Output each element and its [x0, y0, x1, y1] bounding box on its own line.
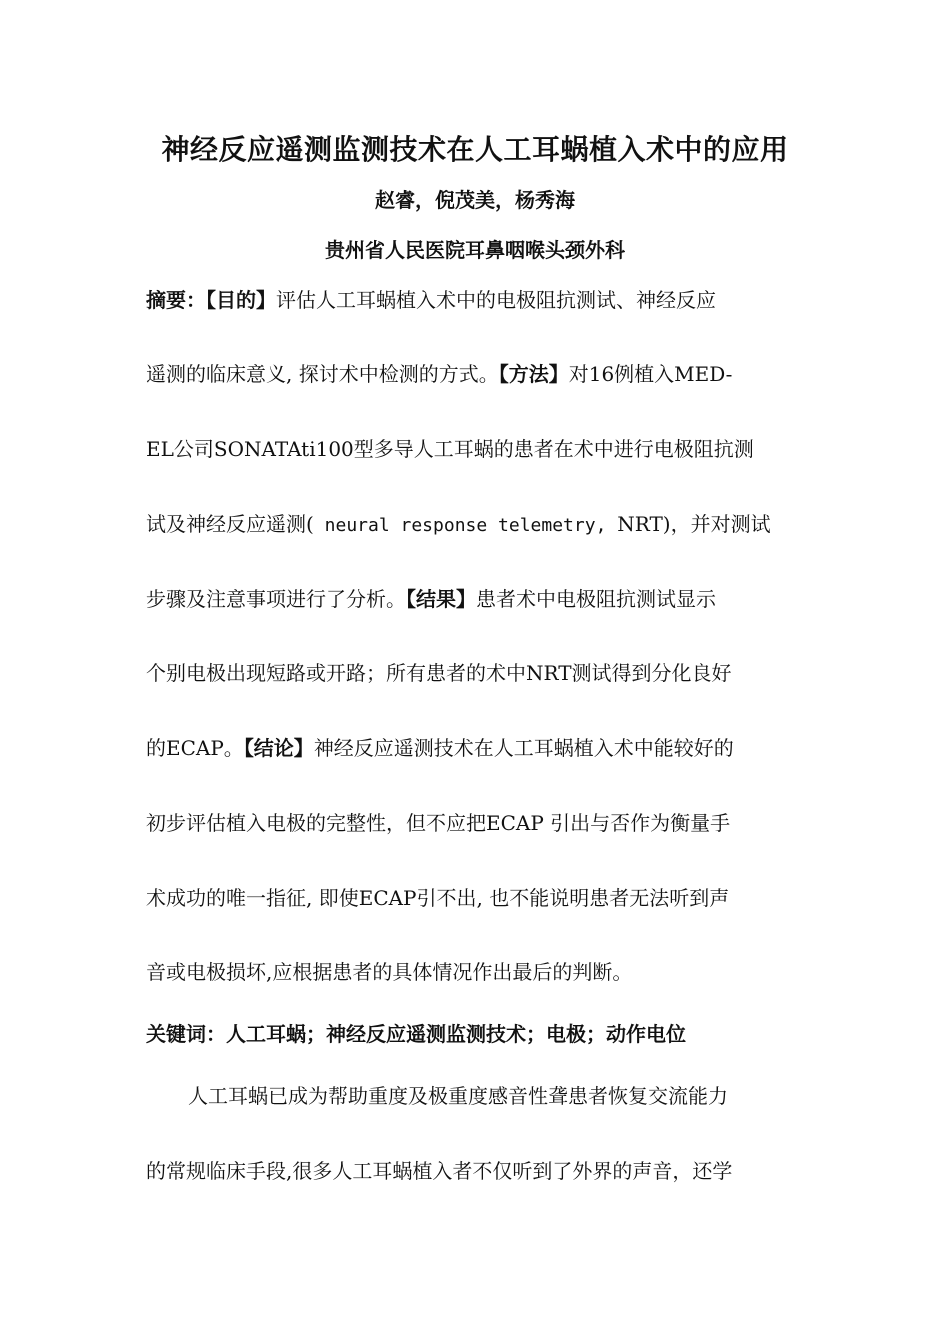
paper-authors: 赵睿，倪茂美，杨秀海: [375, 188, 575, 212]
abstract-tag-methods: 【方法】: [498, 362, 569, 386]
abstract-text: 个别电极出现短路或开路；所有患者的术中NRT测试得到分化良好: [146, 661, 732, 685]
abstract-text: 患者术中电极阻抗测试显示: [476, 587, 716, 611]
abstract-line-3: [146, 433, 754, 465]
paper-title: 神经反应遥测监测技术在人工耳蜗植入术中的应用: [161, 133, 789, 166]
abstract-line-10: [146, 956, 632, 988]
abstract-text: 的ECAP。: [146, 736, 244, 760]
abstract-text: 对16例植入MED-: [568, 362, 733, 386]
abstract-line-5: [146, 583, 716, 615]
abstract-line-2: [146, 358, 732, 390]
paper-affiliation: 贵州省人民医院耳鼻咽喉头颈外科: [325, 238, 625, 262]
abstract-tag-objective: 【目的】: [206, 288, 276, 312]
keywords-line: 关键词：人工耳蜗；神经反应遥测监测技术；电极；动作电位: [146, 1022, 686, 1046]
body-line-1: 人工耳蜗已成为帮助重度及极重度感音性聋患者恢复交流能力: [188, 1084, 728, 1108]
abstract-label: 摘要：: [146, 288, 206, 312]
abstract-text: 音或电极损坏,应根据患者的具体情况作出最后的判断。: [146, 960, 633, 984]
abstract-text: 评估人工耳蜗植入术中的电极阻抗测试、神经反应: [276, 288, 716, 312]
abstract-text: 步骤及注意事项进行了分析。: [146, 587, 406, 611]
abstract-line-4: [146, 508, 771, 542]
abstract-text: EL公司SONATAti100型多导人工耳蜗的患者在术中进行电极阻抗测: [146, 437, 754, 461]
abstract-english-term: neural response telemetry,: [313, 515, 618, 536]
abstract-text: NRT)，并对测试: [617, 512, 771, 536]
body-line-2: 的常规临床手段,很多人工耳蜗植入者不仅听到了外界的声音，还学: [146, 1159, 733, 1183]
abstract-line-6: [146, 657, 732, 689]
abstract-line-9: [146, 882, 729, 914]
abstract-text: 初步评估植入电极的完整性，但不应把ECAP 引出与否作为衡量手: [146, 811, 731, 835]
abstract-text: 试及神经反应遥测(: [146, 512, 314, 536]
abstract-text: 术成功的唯一指征, 即使ECAP引不出, 也不能说明患者无法听到声: [146, 886, 730, 910]
abstract-text: 遥测的临床意义, 探讨术中检测的方式。: [146, 362, 499, 386]
abstract-line-7: [146, 732, 734, 764]
abstract-tag-results: 【结果】: [406, 587, 476, 611]
abstract-tag-conclusion: 【结论】: [243, 736, 314, 760]
abstract-line-8: [146, 807, 730, 839]
abstract-line-1: [146, 284, 716, 316]
abstract-text: 神经反应遥测技术在人工耳蜗植入术中能较好的: [313, 736, 734, 760]
